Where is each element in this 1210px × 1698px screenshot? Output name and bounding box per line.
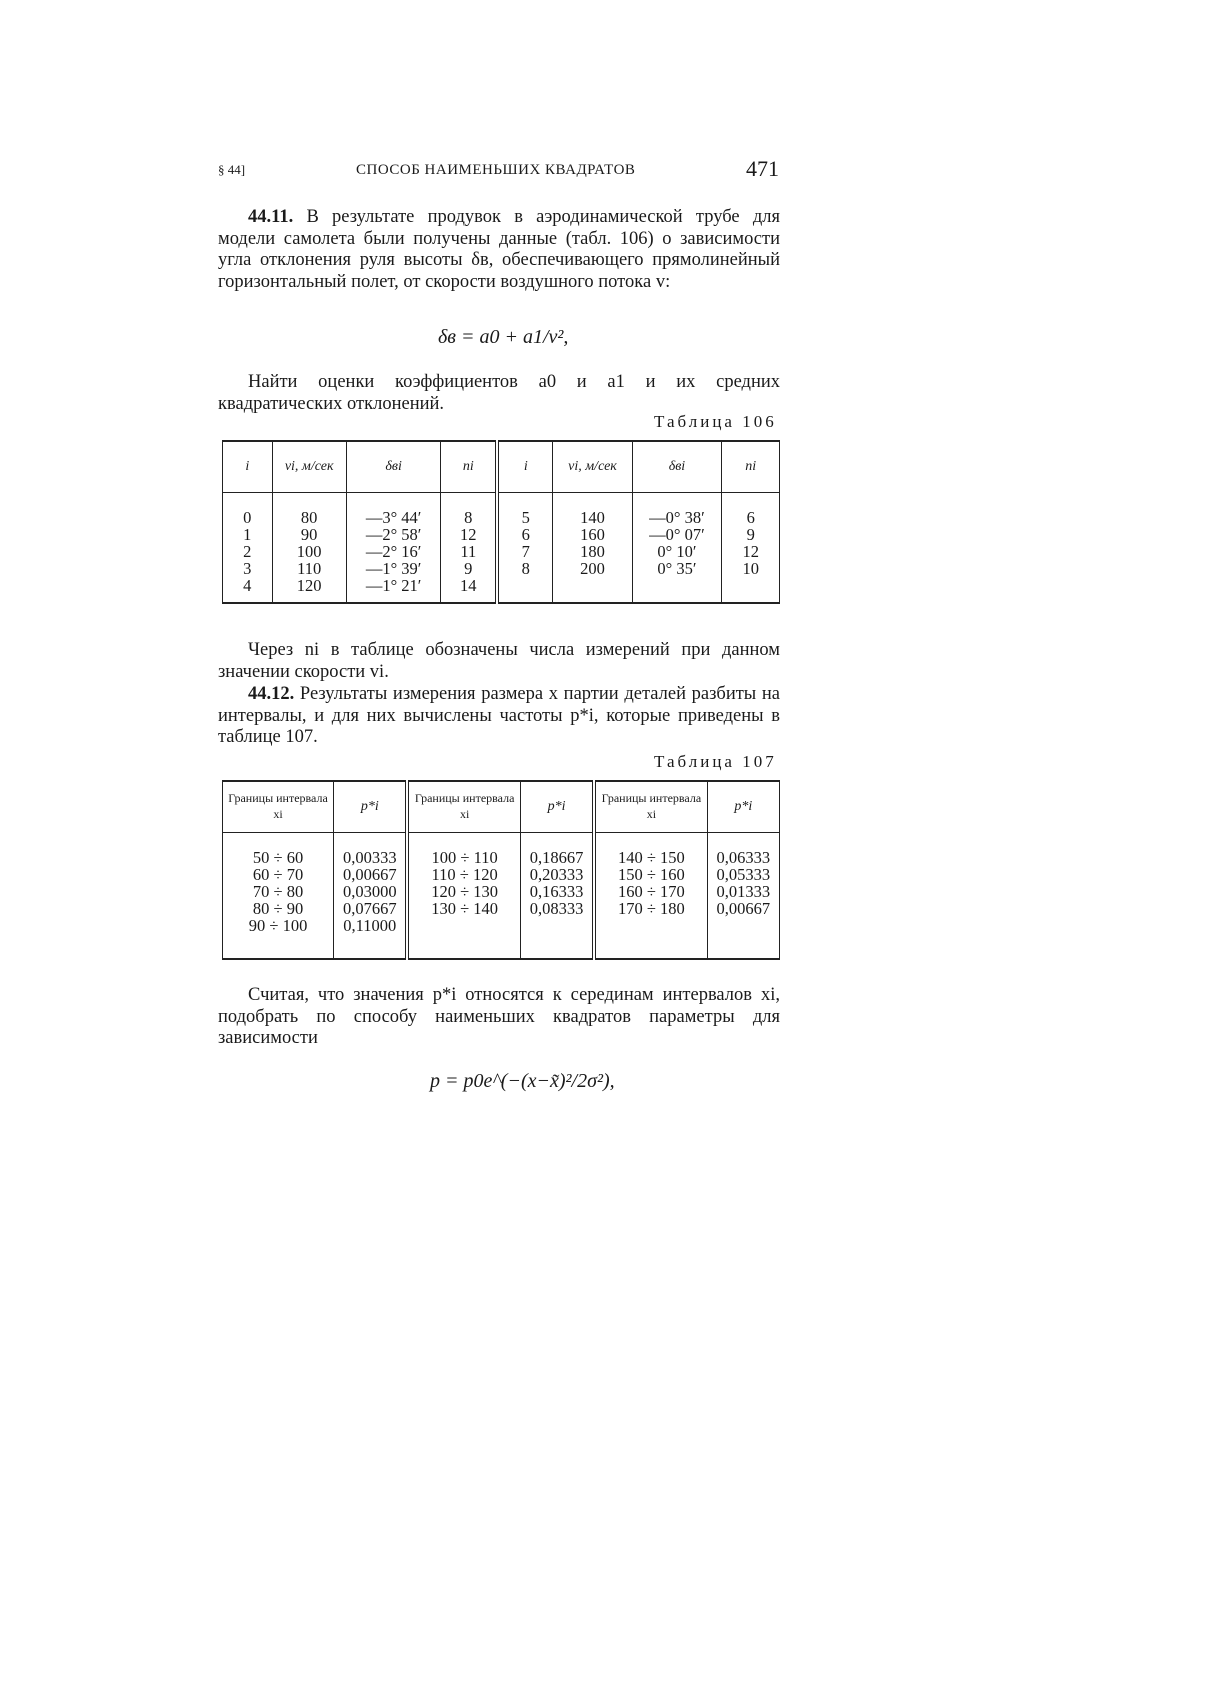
col-delta-left bbox=[346, 493, 441, 603]
col-intervals-1 bbox=[223, 833, 334, 959]
table-cell: —2° 58′ bbox=[365, 525, 422, 544]
table-cell: 12 bbox=[742, 542, 759, 561]
problem-44-12 bbox=[218, 684, 780, 749]
table-cell: 100 ÷ 110 bbox=[431, 848, 498, 867]
table-cell: 140 bbox=[580, 508, 605, 527]
table-cell: 90 ÷ 100 bbox=[248, 916, 308, 935]
table-cell: 0,20333 bbox=[529, 865, 584, 884]
header-cell: ni bbox=[441, 441, 497, 493]
col-v-right bbox=[553, 493, 632, 603]
col-i-left bbox=[223, 493, 273, 603]
formula-delta: δв = a0 + a1/v², bbox=[438, 326, 569, 348]
table-cell: 110 ÷ 120 bbox=[431, 865, 498, 884]
running-title: СПОСОБ НАИМЕНЬШИХ КВАДРАТОВ bbox=[356, 162, 636, 178]
table-cell: 9 bbox=[464, 559, 473, 578]
table-cell: 160 ÷ 170 bbox=[618, 882, 685, 901]
table-cell: 0° 10′ bbox=[657, 542, 697, 561]
table-cell: 4 bbox=[243, 576, 252, 595]
table-cell: 14 bbox=[460, 576, 477, 595]
header-cell: vi, м/сек bbox=[272, 441, 346, 493]
header-label: Границы интервала xi bbox=[414, 791, 515, 821]
col-intervals-3 bbox=[594, 833, 707, 959]
table-cell: 6 bbox=[746, 508, 755, 527]
table-106-caption: Таблица 106 bbox=[654, 412, 777, 431]
table-cell: 0,07667 bbox=[342, 899, 397, 918]
header-label: Границы интервала xi bbox=[601, 791, 702, 821]
table-cell: 8 bbox=[464, 508, 473, 527]
table-cell: 90 bbox=[300, 525, 318, 544]
note-106: Через ni в таблице обозначены числа измерений при данном значении скорости vi. bbox=[218, 640, 780, 682]
header-cell: p*i bbox=[334, 781, 408, 833]
table-cell: 0,00333 bbox=[342, 848, 397, 867]
table-cell: 80 bbox=[300, 508, 318, 527]
table-cell: 8 bbox=[521, 559, 530, 578]
header-cell: δвi bbox=[346, 441, 441, 493]
col-n-left bbox=[441, 493, 497, 603]
col-delta-right bbox=[632, 493, 722, 603]
problem-44-11-task: Найти оценки коэффициентов a0 и a1 и их средних квадратических отклонений. bbox=[218, 372, 780, 414]
table-cell: 10 bbox=[742, 559, 759, 578]
table-cell: 170 ÷ 180 bbox=[618, 899, 685, 918]
table-cell: 0,05333 bbox=[716, 865, 771, 884]
table-cell: 5 bbox=[521, 508, 530, 527]
table-cell: 3 bbox=[243, 559, 252, 578]
table-cell: 11 bbox=[460, 542, 477, 561]
table-106 bbox=[222, 440, 780, 604]
header-cell bbox=[594, 781, 707, 833]
col-p-2 bbox=[520, 833, 594, 959]
formula-p: p = p0e^(−(x−x̃)²/2σ²), bbox=[430, 1070, 615, 1092]
col-i-right bbox=[497, 493, 553, 603]
table-cell: 0,00667 bbox=[342, 865, 397, 884]
table-cell: 110 bbox=[297, 559, 322, 578]
page-number: 471 bbox=[746, 156, 779, 181]
table-cell: 0,03000 bbox=[342, 882, 397, 901]
table-cell: 150 ÷ 160 bbox=[618, 865, 685, 884]
problem-text: Результаты измерения размера x партии деталей разбиты на интервалы, и для них вычислены частоты p*i, которые приведены в таблице 107. bbox=[218, 684, 780, 747]
col-p-1 bbox=[334, 833, 408, 959]
table-cell: 60 ÷ 70 bbox=[252, 865, 304, 884]
table-cell: 0 bbox=[243, 508, 252, 527]
header-cell bbox=[223, 781, 334, 833]
table-107 bbox=[222, 780, 780, 960]
closing-paragraph: Считая, что значения p*i относятся к серединам интервалов xi, подобрать по способу наименьших квадратов параметры для зависимости bbox=[218, 985, 780, 1048]
col-intervals-2 bbox=[407, 833, 520, 959]
table-cell: —1° 21′ bbox=[365, 576, 422, 595]
table-cell: 160 bbox=[580, 525, 605, 544]
table-cell: —3° 44′ bbox=[365, 508, 422, 527]
table-cell: 7 bbox=[521, 542, 530, 561]
header-label: Границы интервала xi bbox=[228, 791, 328, 821]
table-cell: 130 ÷ 140 bbox=[431, 899, 499, 918]
table-cell: 2 bbox=[243, 542, 252, 561]
table-cell: 0,08333 bbox=[529, 899, 584, 918]
header-cell: p*i bbox=[707, 781, 779, 833]
table-cell: 70 ÷ 80 bbox=[252, 882, 304, 901]
header-cell: δвi bbox=[632, 441, 722, 493]
problem-44-11 bbox=[218, 207, 780, 293]
table-cell: 1 bbox=[243, 525, 252, 544]
header-cell: ni bbox=[722, 441, 780, 493]
table-cell: 0,01333 bbox=[716, 882, 771, 901]
header-cell bbox=[407, 781, 520, 833]
table-cell: 120 ÷ 130 bbox=[431, 882, 499, 901]
table-cell: —1° 39′ bbox=[365, 559, 422, 578]
table-cell: 6 bbox=[521, 525, 530, 544]
header-cell: i bbox=[223, 441, 273, 493]
table-cell: 80 ÷ 90 bbox=[252, 899, 304, 918]
table-cell: 200 bbox=[580, 559, 605, 578]
table-cell: 100 bbox=[296, 542, 322, 561]
table-cell: 0,06333 bbox=[716, 848, 771, 867]
table-cell: 50 ÷ 60 bbox=[252, 848, 304, 867]
col-n-right bbox=[722, 493, 780, 603]
table-cell: —0° 38′ bbox=[649, 508, 705, 527]
section-mark: § 44] bbox=[218, 162, 246, 177]
table-cell: 0,11000 bbox=[343, 916, 397, 935]
table-cell: 0,18667 bbox=[529, 848, 584, 867]
table-cell: 0,16333 bbox=[529, 882, 584, 901]
table-cell: 180 bbox=[580, 542, 605, 561]
problem-number: 44.11. bbox=[248, 207, 294, 227]
table-cell: 140 ÷ 150 bbox=[618, 848, 685, 867]
problem-text: В результате продувок в аэродинамической трубе для модели самолета были получены данные (табл. 106) о зависимости угла отклонения руля высоты δв, обеспечивающего прямолинейный горизонтальный полет, от скорости воздушного потока v: bbox=[218, 207, 780, 292]
table-cell: 12 bbox=[460, 525, 477, 544]
col-p-3 bbox=[707, 833, 779, 959]
header-cell: p*i bbox=[520, 781, 594, 833]
table-cell: —2° 16′ bbox=[365, 542, 422, 561]
table-cell: 0,00667 bbox=[716, 899, 771, 918]
table-cell: 120 bbox=[296, 576, 322, 595]
problem-number: 44.12. bbox=[248, 684, 295, 704]
col-v-left bbox=[272, 493, 346, 603]
header-cell: vi, м/сек bbox=[553, 441, 632, 493]
table-107-caption: Таблица 107 bbox=[654, 752, 777, 771]
table-cell: 0° 35′ bbox=[657, 559, 697, 578]
header-cell: i bbox=[497, 441, 553, 493]
table-cell: —0° 07′ bbox=[649, 525, 705, 544]
table-cell: 9 bbox=[746, 525, 755, 544]
